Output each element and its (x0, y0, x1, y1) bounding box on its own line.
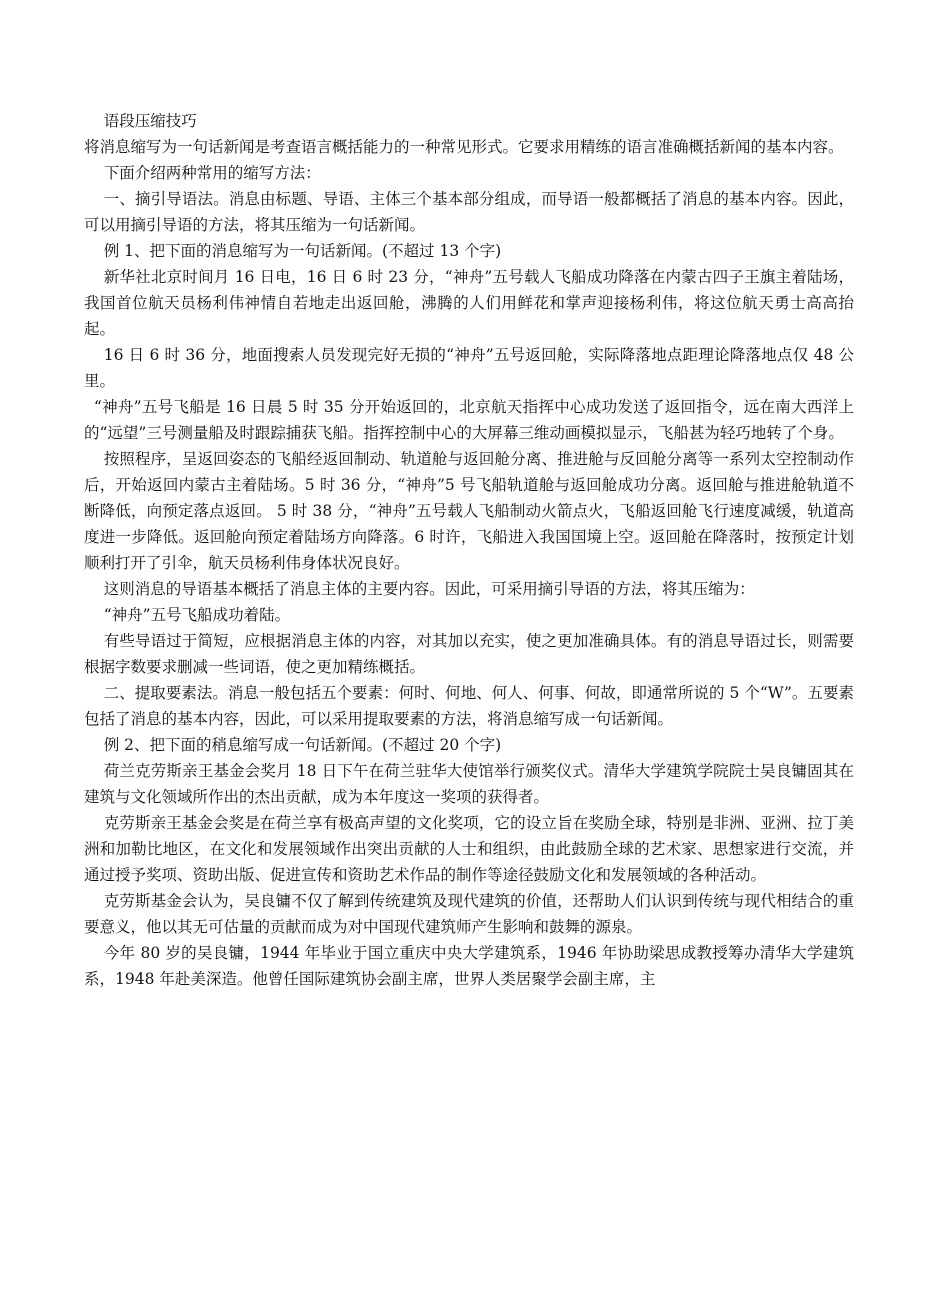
document-page (84, 108, 854, 992)
paragraph: 16 日 6 时 36 分，地面搜索人员发现完好无损的“神舟”五号返回舱，实际降落地点距理论降落地点仅 48 公里。 (84, 346, 854, 390)
paragraph: 这则消息的导语基本概括了消息主体的主要内容。因此，可采用摘引导语的方法，将其压缩为： (103, 580, 755, 598)
paragraph: 例 2、把下面的稍息缩写成一句话新闻。(不超过 20 个字) (103, 736, 502, 754)
paragraph: 有些导语过于简短，应根据消息主体的内容，对其加以充实，使之更加准确具体。有的消息导语过长，则需要根据字数要求删减一些词语，使之更加精练概括。 (84, 632, 854, 676)
document-title: 语段压缩技巧 (103, 112, 197, 130)
paragraph: 一、摘引导语法。消息由标题、导语、主体三个基本部分组成，而导语一般都概括了消息的基本内容。因此，可以用摘引导语的方法，将其压缩为一句话新闻。 (84, 190, 854, 234)
paragraph: 今年 80 岁的吴良镛，1944 年毕业于国立重庆中央大学建筑系，1946 年协助梁思成教授筹办清华大学建筑系，1948 年赴美深造。他曾任国际建筑协会副主席，世界人类居聚学会副主席，主 (84, 944, 854, 988)
paragraph: 荷兰克劳斯亲王基金会奖月 18 日下午在荷兰驻华大使馆举行颁奖仪式。清华大学建筑学院院士吴良镛固其在建筑与文化领域所作出的杰出贡献，成为本年度这一奖项的获得者。 (84, 762, 854, 806)
paragraph: 克劳斯亲王基金会奖是在荷兰享有极高声望的文化奖项，它的设立旨在奖励全球，特别是非洲、亚洲、拉丁美洲和加勒比地区，在文化和发展领域作出突出贡献的人士和组织，由此鼓励全球的艺术家、思想家进行交流，并通过授予奖项、资助出版、促进宣传和资助艺术作品的制作等途径鼓励文化和发展领域的各种活动。 (84, 814, 854, 884)
paragraph: 将消息缩写为一句话新闻是考查语言概括能力的一种常见形式。它要求用精练的语言准确概括新闻的基本内容。 (84, 138, 844, 156)
paragraph: “神舟”五号飞船是 16 日晨 5 时 35 分开始返回的，北京航天指挥中心成功发送了返回指令，远在南大西洋上的“远望”三号测量船及时跟踪捕获飞船。指挥控制中心的大屏幕三维动画模拟显示，飞船甚为轻巧地转了个身。 (84, 398, 854, 442)
paragraph: 下面介绍两种常用的缩写方法： (103, 164, 321, 182)
paragraph: 按照程序，呈返回姿态的飞船经返回制动、轨道舱与返回舱分离、推进舱与反回舱分离等一系列太空控制动作后，开始返回内蒙古主着陆场。5 时 36 分，“神舟”5 号飞船轨道舱与返回舱成功分离。返回舱与推进舱轨道不断降低，向预定落点返回。 5 时 38 分，“神舟”五号载人飞船制动火箭点火，飞船返回舱飞行速度减缓，轨道高度进一步降低。返回舱向预定着陆场方向降落。6 时许，飞船进入我国国境上空。返回舱在降落时，按预定计划顺利打开了引伞，航天员杨利伟身体状况良好。 (84, 450, 854, 572)
paragraph: 克劳斯基金会认为，吴良镛不仅了解到传统建筑及现代建筑的价值，还帮助人们认识到传统与现代相结合的重要意义，他以其无可估量的贡献而成为对中国现代建筑师产生影响和鼓舞的源泉。 (84, 892, 854, 936)
paragraph: 新华社北京时间月 16 日电，16 日 6 时 23 分，“神舟”五号载人飞船成功降落在内蒙古四子王旗主着陆场，我国首位航天员杨利伟神情自若地走出返回舱，沸腾的人们用鲜花和掌声迎接杨利伟，将这位航天勇士高高抬起。 (84, 268, 854, 338)
paragraph: 二、提取要素法。消息一般包括五个要素：何时、何地、何人、何事、何故，即通常所说的 5 个“W”。五要素包括了消息的基本内容，因此，可以采用提取要素的方法，将消息缩写成一句话新闻。 (84, 684, 854, 728)
paragraph: 例 1、把下面的消息缩写为一句话新闻。(不超过 13 个字) (103, 242, 502, 260)
paragraph: “神舟”五号飞船成功着陆。 (103, 606, 291, 624)
